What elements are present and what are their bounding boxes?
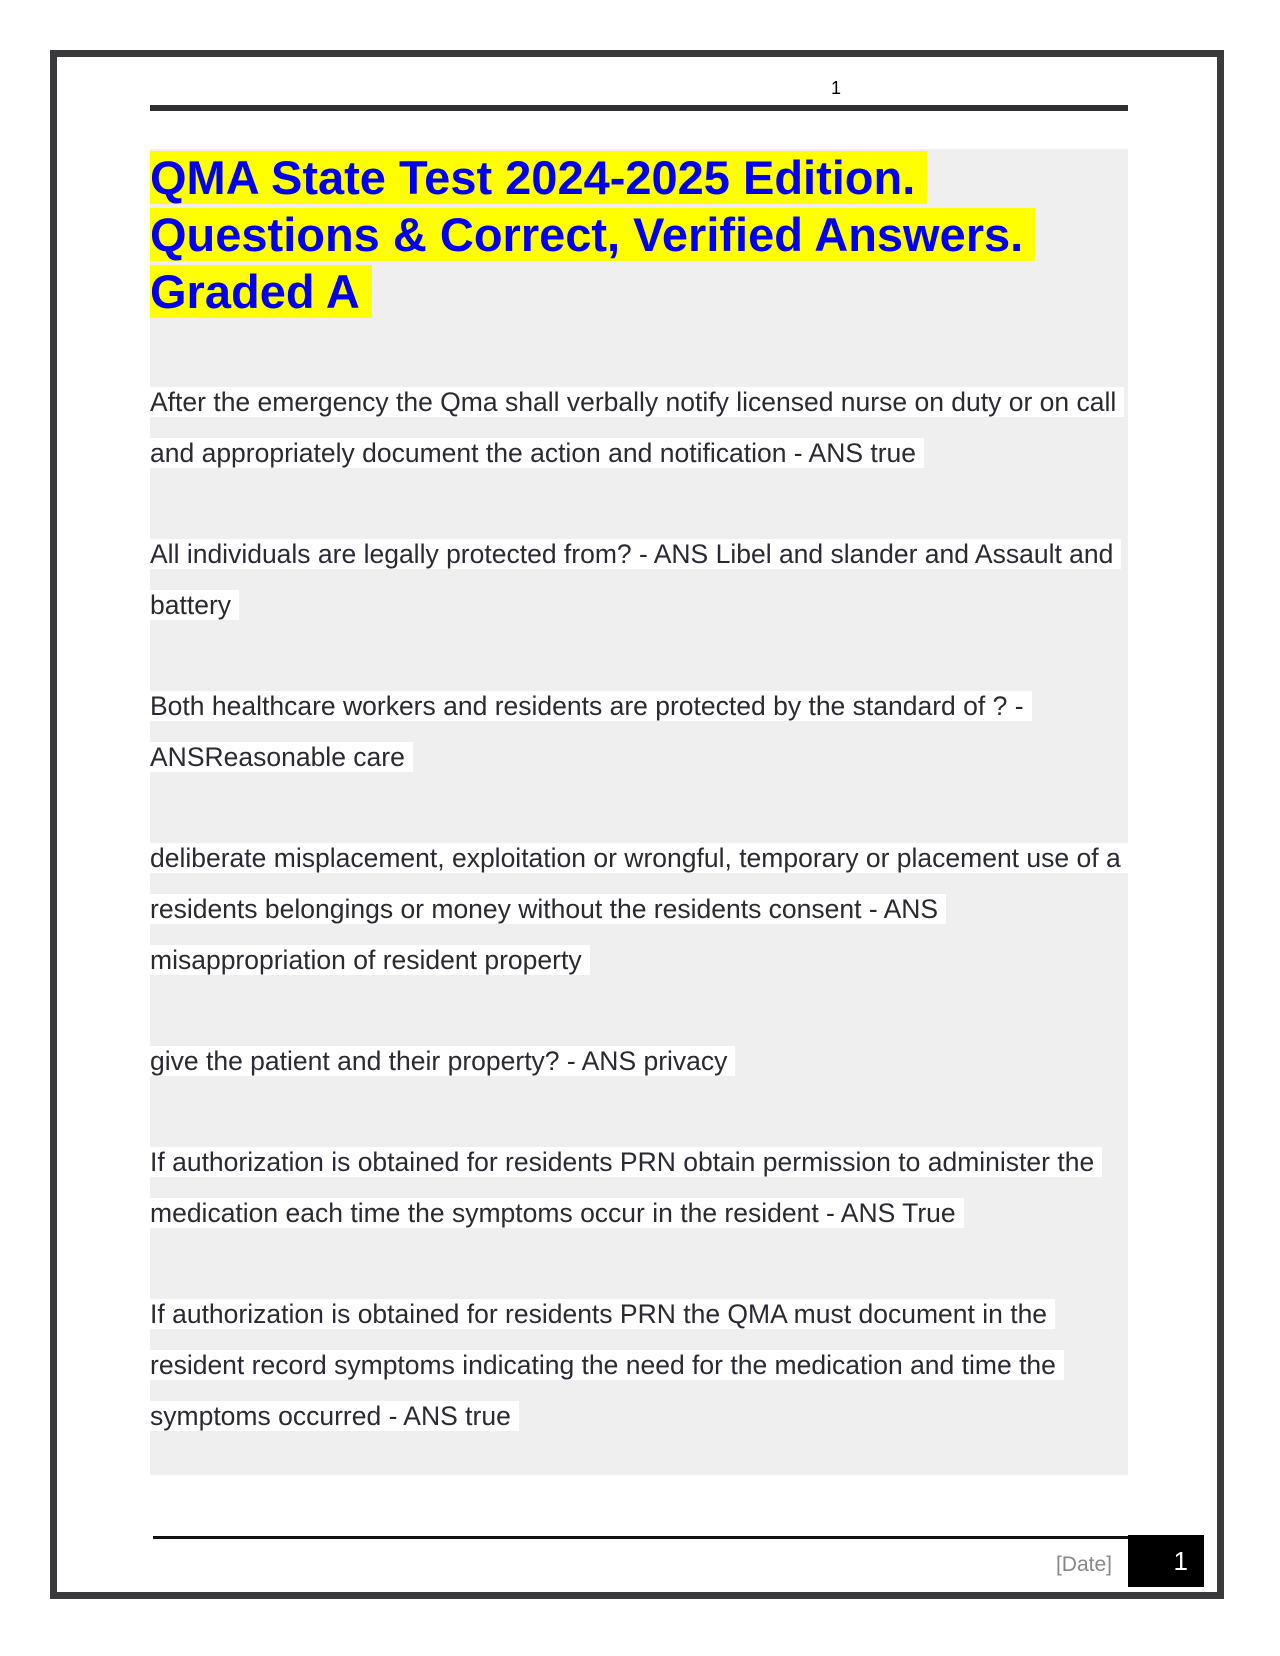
- qa-item: [150, 1137, 1128, 1239]
- title-line-2: Questions & Correct, Verified Answers.: [150, 208, 1035, 261]
- qa-item-text: If authorization is obtained for residents PRN the QMA must document in the resident record symptoms indicating the need for the medication and time the symptoms occurred - ANS true: [150, 1299, 1064, 1431]
- qa-item-text: Both healthcare workers and residents are protected by the standard of ? - ANSReasonable care: [150, 691, 1032, 772]
- title-line-1: QMA State Test 2024-2025 Edition.: [150, 151, 927, 204]
- qa-list: [150, 377, 1128, 1442]
- footer-date: [Date]: [1055, 1553, 1112, 1576]
- footer-rule: [153, 1536, 1128, 1539]
- title-line-3: Graded A: [150, 265, 372, 318]
- header-rule: [150, 105, 1128, 111]
- qa-item-text: If authorization is obtained for residents PRN obtain permission to administer the medication each time the symptoms occur in the resident - ANS True: [150, 1147, 1102, 1228]
- qa-item: [150, 681, 1128, 783]
- qa-item: [150, 1036, 1128, 1087]
- qa-item-text: deliberate misplacement, exploitation or wrongful, temporary or placement use of a residents belongings or money without the residents consent - ANS misappropriation of resident property: [150, 843, 1129, 975]
- qa-item-text: give the patient and their property? - ANS privacy: [150, 1046, 735, 1076]
- qa-item: [150, 1289, 1128, 1442]
- document-body: [150, 149, 1128, 1492]
- header-page-number: 1: [830, 78, 841, 98]
- qa-item-text: After the emergency the Qma shall verbally notify licensed nurse on duty or on call and appropriately document the action and notification - ANS true: [150, 387, 1124, 468]
- document-title: [150, 149, 1128, 320]
- qa-item-text: All individuals are legally protected from? - ANS Libel and slander and Assault and battery: [150, 539, 1121, 620]
- qa-item: [150, 833, 1128, 986]
- qa-item: [150, 529, 1128, 631]
- qa-item: [150, 377, 1128, 479]
- footer-page-number: 1: [1128, 1535, 1204, 1587]
